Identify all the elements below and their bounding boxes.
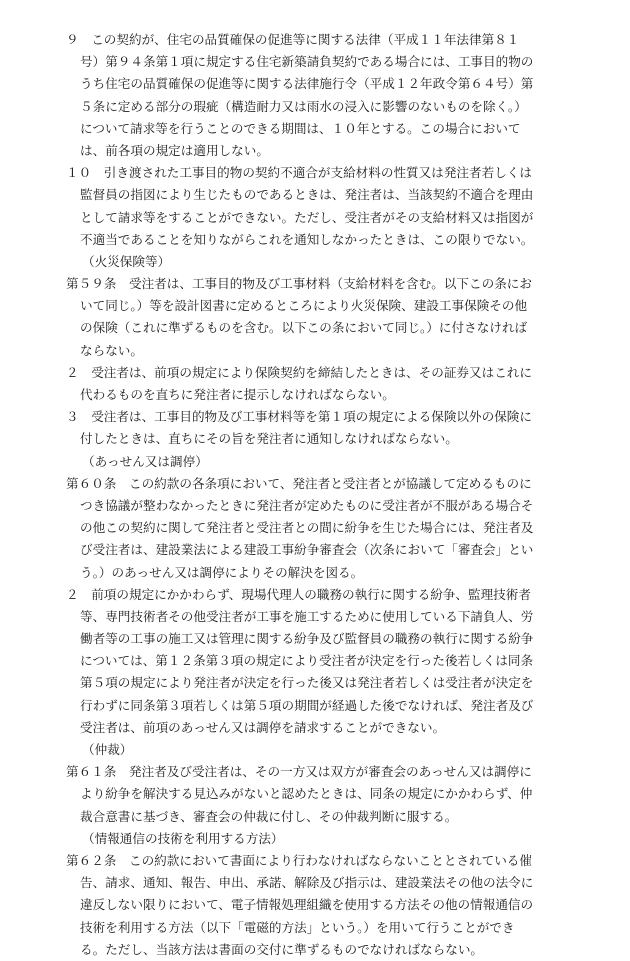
heading-arbitration: （仲裁） [82,742,133,757]
clause-10-line: １０ 引き渡された工事目的物の契約不適合が支給材料の性質又は発注者若しくは [66,165,532,181]
contract-page [66,29,574,961]
article-59-line: いて同じ。）等を設計図書に定めるところにより火災保険、建設工事保険その他 [80,298,528,314]
clause-9-line: ５条に定める部分の瑕疵（構造耐力又は雨水の浸入に影響のないものを除く。） [80,98,527,114]
article-62-line: 第６２条 この約款において書面により行わなければならないこととされている催 [66,852,532,868]
article-60-line: う。）のあっせん又は調停によりその解決を図る。 [80,564,364,580]
clause-9-line: ９ この契約が、住宅の品質確保の促進等に関する法律（平成１１年法律第８１ [66,32,520,47]
article-59-para-3-line: 付したときは、直ちにその旨を発注者に通知しなければならない。 [80,431,458,447]
article-59-para-2-line: 代わるものを直ちに発注者に提示しなければならない。 [80,387,395,402]
article-59-line: 第５９条 受注者は、工事目的物及び工事材料（支給材料を含む。以下この条にお [66,276,532,292]
heading-mediation: （あっせん又は調停） [82,453,208,469]
article-60-para-2-line: ２ 前項の規定にかかわらず、現場代理人の職務の執行に関する紛争、監理技術者 [66,586,531,602]
clause-9-line: うち住宅の品質確保の促進等に関する法律施行令（平成１２年政令第６４号）第 [80,76,534,92]
clause-10-line: として請求等をすることができない。ただし、受注者がその支給材料又は指図が [80,209,534,225]
article-60-line: つき協議が整わなかったときに発注者が定めたものに受注者が不服がある場合そ [80,497,534,513]
clause-9-line: は、前各項の規定は適用しない。 [80,142,269,158]
article-59-line: ならない。 [80,342,143,358]
article-60-line: 第６０条 この約款の各条項において、発注者と受注者とが協議して定めるものに [66,475,532,491]
clause-9-line: 号）第９４条第１項に規定する住宅新築請負契約である場合には、工事目的物の [80,54,534,70]
article-60-line: び受注者は、建設業法による建設工事紛争審査会（次条において「審査会」とい [80,542,534,558]
article-62-line: 違反しない限りにおいて、電子情報処理組織を使用する方法その他の情報通信の [80,897,534,913]
article-61-line: 第６１条 発注者及び受注者は、その一方又は双方が審査会のあっせん又は調停に [66,764,532,780]
clause-10-line: 不適当であることを知りながらこれを通知しなかったときは、この限りでない。 [80,231,534,247]
article-60-para-2-line: 働者等の工事の施工又は管理に関する紛争及び監督員の職務の執行に関する紛争 [80,631,534,647]
article-62-line: 告、請求、通知、報告、申出、承諾、解除及び指示は、建設業法その他の法令に [80,875,534,891]
clause-9-line: について請求等を行うことのできる期間は、１０年とする。この場合において [80,120,521,136]
article-60-para-2-line: 行わずに同条第３項若しくは第５項の期間が経過した後でなければ、発注者及び [80,697,534,713]
article-60-line: の他この契約に関して発注者と受注者との間に紛争を生じた場合には、発注者及 [80,520,534,536]
article-60-para-2-line: 第５項の規定により発注者が決定を行った後又は発注者若しくは受注者が決定を [80,675,534,691]
article-59-line: の保険（これに準ずるものを含む。以下この条において同じ。）に付さなければ [80,320,528,336]
heading-ict-method: （情報通信の技術を利用する方法） [82,830,284,846]
article-59-para-3-line: ３ 受注者は、工事目的物及び工事材料等を第１項の規定による保険以外の保険に [66,409,532,425]
article-61-line: 裁合意書に基づき、審査会の仲裁に付し、その仲裁判断に服する。 [80,808,458,824]
clause-10-line: 監督員の指図により生じたものであるときは、発注者は、当該契約不適合を理由 [80,187,534,203]
article-60-para-2-line: 等、専門技術者その他受注者が工事を施工するために使用している下請負人、労 [80,608,534,624]
article-60-para-2-line: については、第１２条第３項の規定により受注者が決定を行った後若しくは同条 [80,653,534,669]
article-60-para-2-line: 受注者は、前項のあっせん又は調停を請求することができない。 [80,719,446,735]
heading-fire-insurance: （火災保険等） [82,253,171,269]
article-62-line: る。ただし、当該方法は書面の交付に準ずるものでなければならない。 [80,941,483,957]
article-62-line: 技術を利用する方法（以下「電磁的方法」という。）を用いて行うことができ [80,919,515,935]
article-59-para-2-line: ２ 受注者は、前項の規定により保険契約を締結したときは、その証券又はこれに [66,364,532,380]
article-61-line: より紛争を解決する見込みがないと認めたときは、同条の規定にかかわらず、仲 [80,786,533,802]
